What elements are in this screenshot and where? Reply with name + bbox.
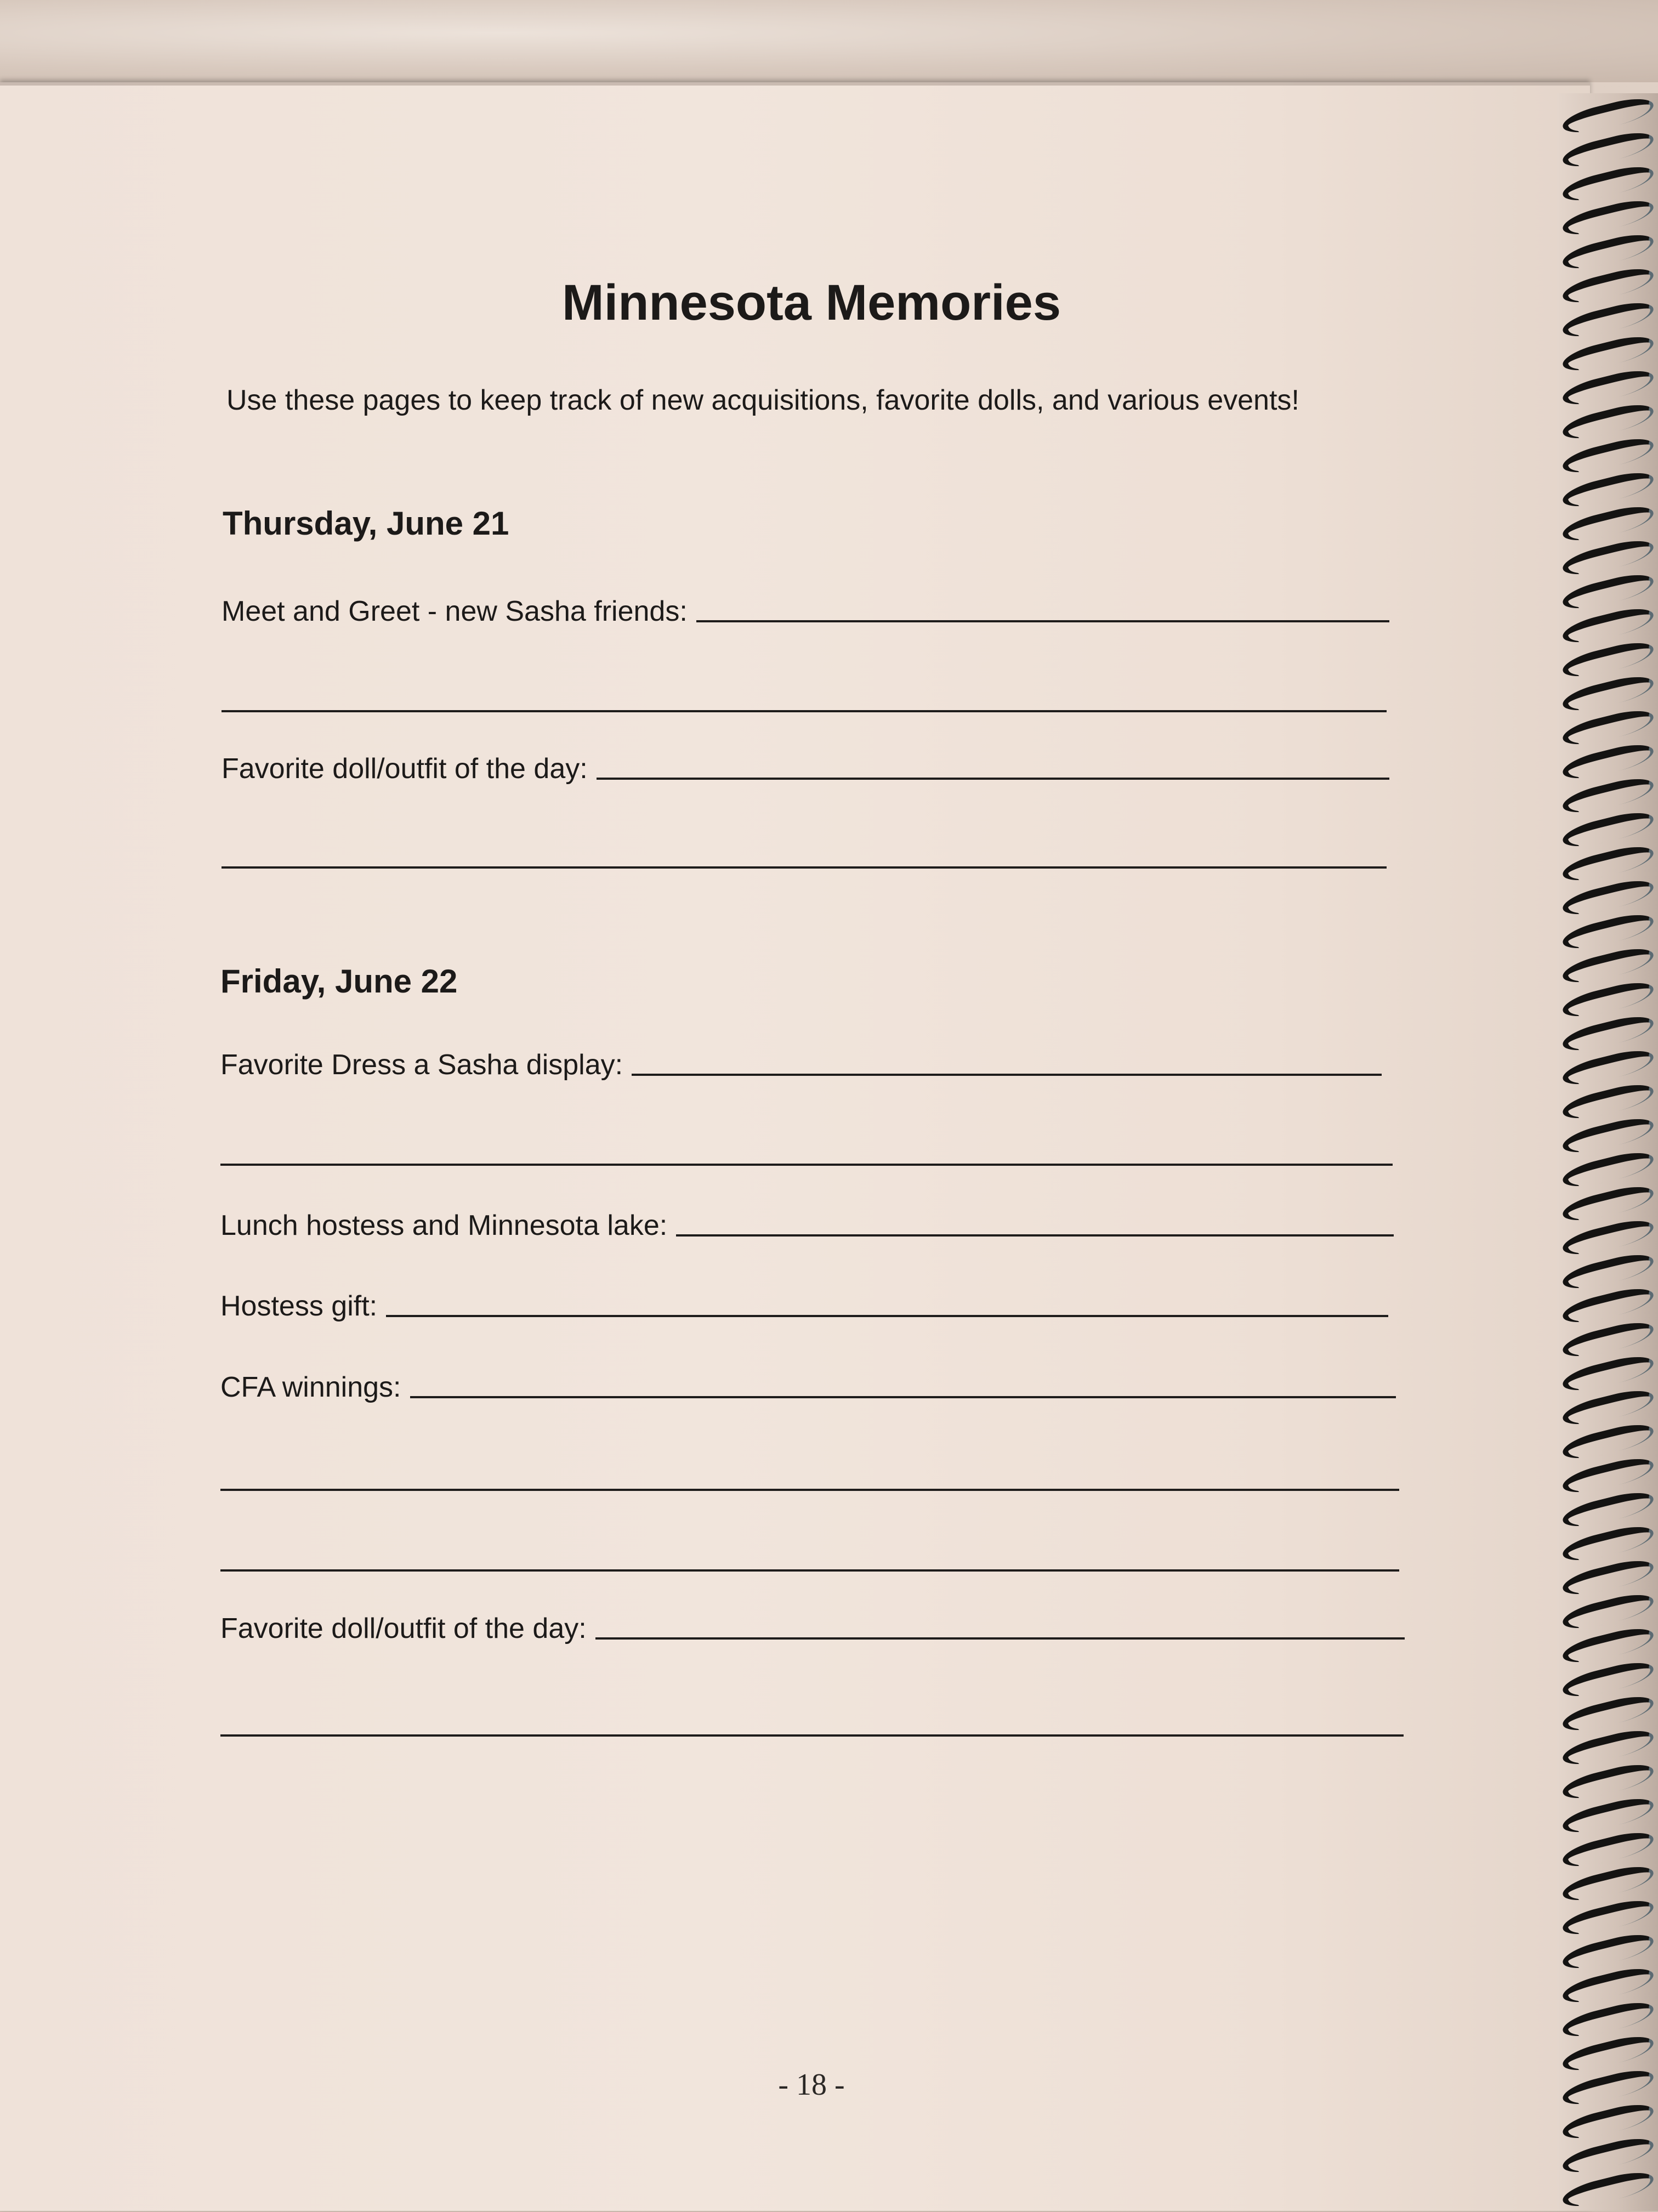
page-title: Minnesota Memories [562,275,1061,331]
meet-greet-label: Meet and Greet - new Sasha friends: [222,595,688,627]
thursday-favorite-outfit-label: Favorite doll/outfit of the day: [222,753,588,785]
dress-display-extra-line[interactable] [220,1164,1393,1166]
background-fabric [0,0,1658,82]
hostess-gift-field[interactable] [220,1290,1388,1323]
intro-text: Use these pages to keep track of new acquisitions, favorite dolls, and various events! [226,384,1299,416]
meet-greet-field[interactable] [222,595,1389,628]
cfa-winnings-line[interactable] [410,1396,1396,1398]
friday-favorite-outfit-field[interactable] [220,1612,1405,1645]
thursday-heading: Thursday, June 21 [223,505,509,542]
hostess-gift-label: Hostess gift: [220,1290,378,1322]
friday-favorite-outfit-label: Favorite doll/outfit of the day: [220,1613,587,1644]
lunch-label: Lunch hostess and Minnesota lake: [220,1210,668,1241]
meet-greet-extra-line[interactable] [222,710,1387,712]
page-top-edge [0,82,1590,86]
thursday-favorite-outfit-extra-line[interactable] [222,866,1387,869]
lunch-line[interactable] [676,1234,1394,1237]
hostess-gift-line[interactable] [386,1314,1388,1317]
thursday-favorite-outfit-line[interactable] [597,777,1389,780]
friday-favorite-outfit-extra-line[interactable] [220,1734,1404,1737]
cfa-winnings-field[interactable] [220,1371,1396,1404]
cfa-winnings-label: CFA winnings: [220,1371,401,1403]
friday-favorite-outfit-line[interactable] [595,1637,1405,1640]
cfa-winnings-extra-line-1[interactable] [220,1489,1399,1491]
dress-display-label: Favorite Dress a Sasha display: [220,1049,623,1081]
thursday-favorite-outfit-field[interactable] [222,752,1389,785]
page-number: - 18 - [778,2068,845,2102]
dress-display-line[interactable] [632,1073,1382,1076]
cfa-winnings-extra-line-2[interactable] [220,1569,1399,1572]
friday-heading: Friday, June 22 [220,963,458,1000]
meet-greet-line[interactable] [696,620,1389,622]
lunch-field[interactable] [220,1209,1394,1242]
dress-display-field[interactable] [220,1048,1382,1081]
